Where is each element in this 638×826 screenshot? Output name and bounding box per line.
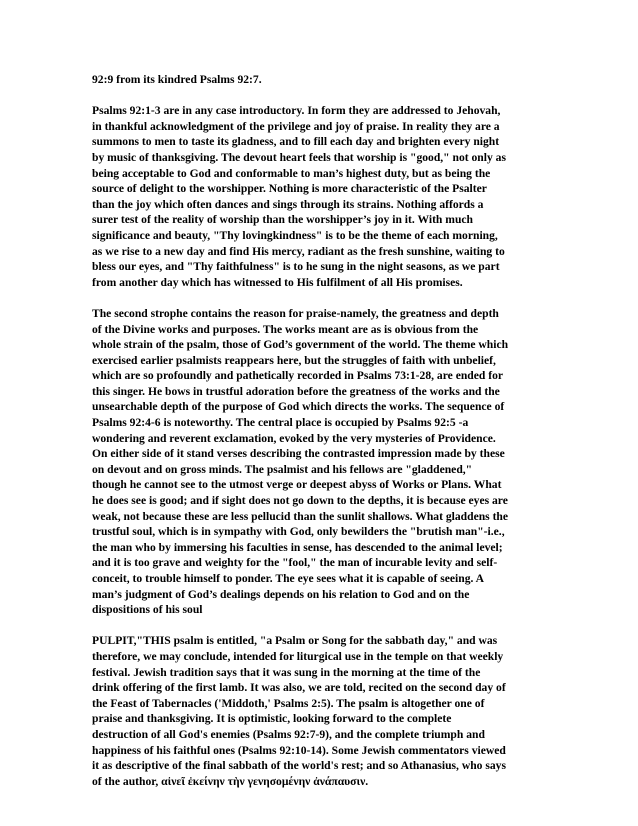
text-line: this singer. He bows in trustful adoration before the greatness of the works and the bbox=[92, 384, 500, 398]
text-line: The second strophe contains the reason for praise-namely, the greatness and depth bbox=[92, 306, 499, 320]
text-line: conceit, to trouble himself to ponder. The eye sees what it is capable of seeing. A bbox=[92, 572, 485, 585]
text-line: source of delight to the worshipper. Nothing is more characteristic of the Psalter bbox=[92, 182, 487, 196]
text-line: Psalms 92:1-3 are in any case introductory. In form they are addressed to Jehovah, bbox=[92, 104, 501, 118]
paragraph bbox=[92, 72, 550, 88]
text-line: Psalms 92:4-6 is noteworthy. The central place is occupied by Psalms 92:5 -a bbox=[92, 416, 469, 430]
text-line: dispositions of his soul bbox=[92, 603, 203, 617]
text-line: it as descriptive of the final sabbath of the world's rest; and so Athanasius, who says bbox=[92, 759, 506, 773]
text-line: of the author, αἰνεῖ ἐκείνην τὴν γενησομένην ἀνάπαυσιν. bbox=[92, 774, 369, 788]
text-line: destruction of all God's enemies (Psalms 92:7-9), and the complete triumph and bbox=[92, 727, 485, 741]
text-line: as we rise to a new day and find His mercy, radiant as the fresh sunshine, waiting to bbox=[92, 244, 505, 258]
text-line: by music of thanksgiving. The devout heart feels that worship is "good," not only as bbox=[92, 150, 506, 164]
text-line: and it is too grave and weighty for the "fool," the man of incurable levity and self- bbox=[92, 556, 498, 570]
text-line: he does see is good; and if sight does not go down to the depths, it is because eyes are bbox=[92, 494, 508, 508]
text-line: unsearchable depth of the purpose of God which directs the works. The sequence of bbox=[92, 400, 505, 414]
text-line: from another day which has witnessed to His fulfilment of all His promises. bbox=[92, 275, 463, 289]
text-line: man’s judgment of God’s dealings depends on his relation to God and on the bbox=[92, 587, 470, 601]
text-line: summons to men to taste its gladness, and to fill each day and brighten every night bbox=[92, 135, 500, 149]
text-line: On either side of it stand verses describing the contrasted impression made by these bbox=[92, 447, 505, 461]
text-line: 92:9 from its kindred Psalms 92:7. bbox=[92, 73, 262, 86]
text-line: surer test of the reality of worship than the worshipper’s joy in it. With much bbox=[92, 213, 473, 227]
text-line: happiness of his faithful ones (Psalms 92:10-14). Some Jewish commentators viewed bbox=[92, 743, 506, 757]
paragraph bbox=[92, 306, 550, 618]
text-line: the man who by immersing his faculties in sense, has descended to the animal level; bbox=[92, 540, 503, 554]
text-line: trustful soul, which is in sympathy with God, only bewilders the "brutish man"-i.e., bbox=[92, 525, 505, 539]
text-line: in thankful acknowledgment of the privilege and joy of praise. In reality they are a bbox=[92, 119, 500, 133]
text-line: though he cannot see to the utmost verge or deepest abyss of Works or Plans. What bbox=[92, 478, 502, 492]
text-line: whole strain of the psalm, those of God’s government of the world. The theme which bbox=[92, 338, 509, 352]
text-line: wondering and reverent exclamation, evoked by the very mysteries of Providence. bbox=[92, 431, 496, 445]
text-line: on devout and on gross minds. The psalmist and his fellows are "gladdened," bbox=[92, 462, 473, 476]
text-line: weak, not because these are less pellucid than the sunlit shallows. What gladdens the bbox=[92, 509, 509, 523]
text-line: therefore, we may conclude, intended for liturgical use in the temple on that weekly bbox=[92, 649, 504, 663]
paragraph bbox=[92, 633, 550, 789]
text-line: exercised earlier psalmists reappears here, but the struggles of faith with unbelief, bbox=[92, 353, 496, 367]
text-line: which are so profoundly and pathetically recorded in Psalms 73:1-28, are ended for bbox=[92, 369, 504, 383]
text-line: of the Divine works and purposes. The works meant are as is obvious from the bbox=[92, 322, 479, 336]
text-line: than the joy which often dances and sings through its strains. Nothing affords a bbox=[92, 197, 484, 211]
text-line: praise and thanksgiving. It is optimistic, looking forward to the complete bbox=[92, 712, 452, 726]
text-line: PULPIT,"THIS psalm is entitled, "a Psalm or Song for the sabbath day," and was bbox=[92, 634, 498, 648]
text-line: drink offering of the first lamb. It was also, we are told, recited on the second day of bbox=[92, 681, 506, 695]
paragraph bbox=[92, 103, 550, 290]
text-line: festival. Jewish tradition says that it was sung in the morning at the time of the bbox=[92, 665, 481, 679]
document-page bbox=[92, 72, 550, 805]
text-line: being acceptable to God and conformable to man’s highest duty, but as being the bbox=[92, 166, 491, 180]
text-line: bless our eyes, and "Thy faithfulness" is to he sung in the night seasons, as we part bbox=[92, 260, 500, 274]
text-line: the Feast of Tabernacles ('Middoth,' Psalms 2:5). The psalm is altogether one of bbox=[92, 696, 485, 710]
text-line: significance and beauty, "Thy lovingkindness" is to be the theme of each morning, bbox=[92, 228, 498, 242]
